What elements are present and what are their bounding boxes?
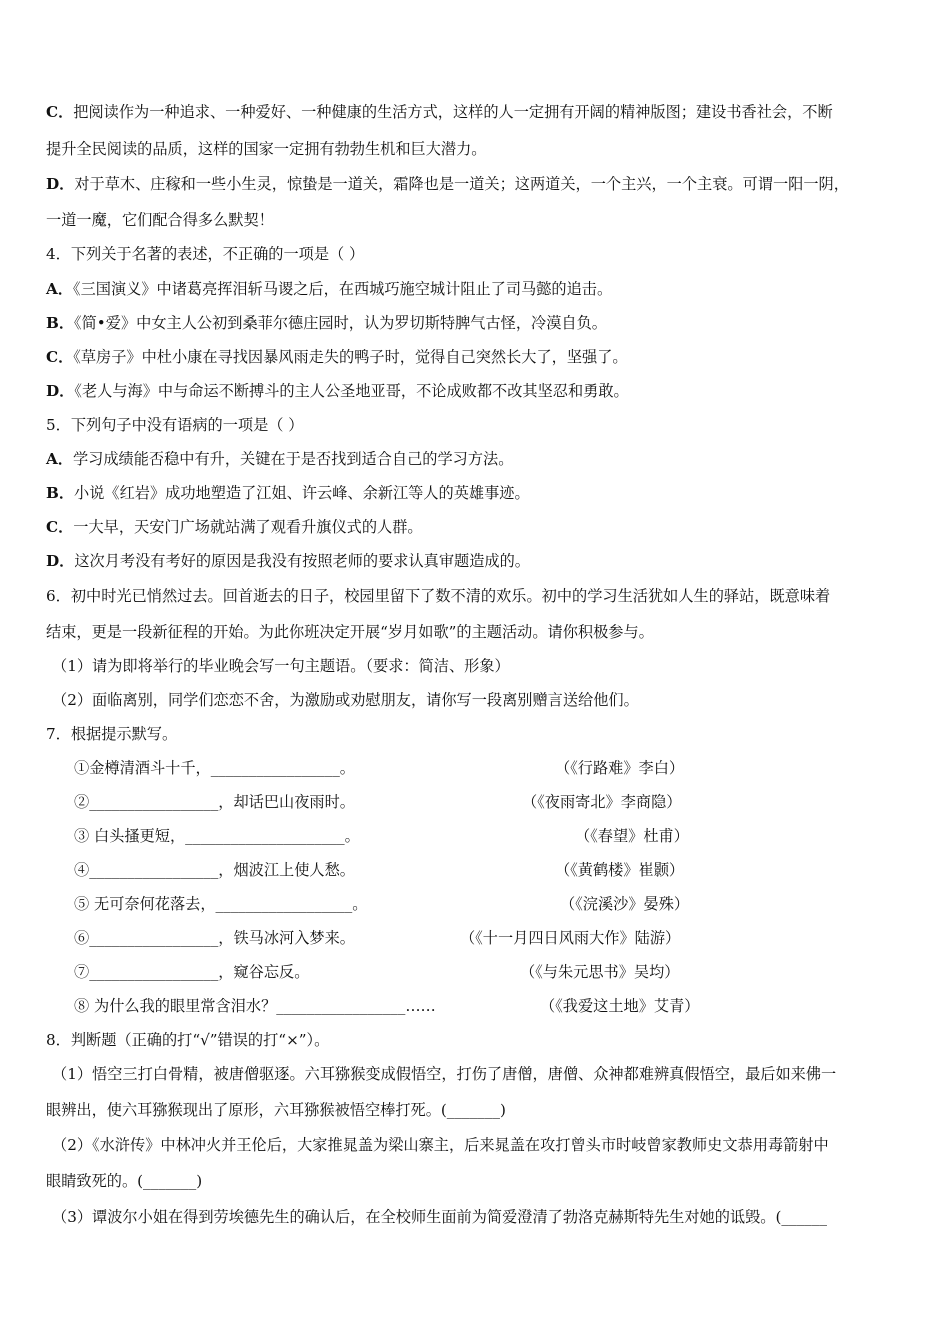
q4-option-d [46, 381, 629, 401]
q8-sub1-line1: （1）悟空三打白骨精，被唐僧驱逐。六耳猕猴变成假悟空，打伤了唐僧，唐僧、众神都难辨真假悟空，最后如来佛一 [52, 1065, 837, 1083]
option-text: 把阅读作为一种追求、一种爱好、一种健康的生活方式，这样的人一定拥有开阔的精神版图；建设书香社会，不断 [73, 103, 833, 121]
option-text: 一大早，天安门广场就站满了观看升旗仪式的人群。 [73, 518, 423, 536]
option-letter: D． [46, 382, 75, 400]
option-letter: B． [46, 314, 75, 332]
q8-sub3-line1: （3）谭波尔小姐在得到劳埃德先生的确认后，在全校师生面前为简爱澄清了勃洛克赫斯特先生对她的诋毁。(______ [52, 1208, 827, 1226]
option-text: 对于草木、庄稼和一些小生灵，惊蛰是一道关，霜降也是一道关；这两道关，一个主兴，一个主衰。可谓一阳一阴， [74, 175, 849, 193]
q5-stem: 5．下列句子中没有语病的一项是（ ） [46, 416, 304, 434]
q3-option-c-line2: 提升全民阅读的品质，这样的国家一定拥有勃勃生机和巨大潜力。 [46, 140, 487, 158]
option-text: 学习成绩能否稳中有升，关键在于是否找到适合自己的学习方法。 [72, 450, 514, 468]
q7-source-5: （《浣溪沙》晏殊） [560, 895, 690, 913]
option-text: 《简•爱》中女主人公初到桑菲尔德庄园时，认为罗切斯特脾气古怪，冷漠自负。 [74, 314, 607, 332]
q5-option-a [46, 449, 513, 469]
option-letter: B． [46, 484, 75, 502]
option-letter: C． [46, 348, 74, 366]
option-text: 《三国演义》中诸葛亮挥泪斩马谡之后，在西城巧施空城计阻止了司马懿的追击。 [72, 280, 613, 298]
option-letter: D． [46, 552, 75, 570]
option-letter: A． [46, 450, 73, 468]
q7-source-2: （《夜雨寄北》李商隐） [522, 793, 682, 811]
option-letter: C． [46, 518, 74, 536]
q7-source-8: （《我爱这土地》艾青） [540, 997, 700, 1015]
q8-sub2-line1: （2）《水浒传》中林冲火并王伦后，大家推晁盖为梁山寨主，后来晁盖在攻打曾头市时岐曾家教师史文恭用毒箭射中 [52, 1136, 829, 1154]
q7-item-8: ⑧ 为什么我的眼里常含泪水？_________________…… [74, 997, 436, 1015]
q4-option-a [46, 279, 612, 299]
option-text: 《草房子》中杜小康在寻找因暴风雨走失的鸭子时，觉得自己突然长大了，坚强了。 [73, 348, 628, 366]
q7-item-1: ①金樽清酒斗十千，_________________。 [74, 759, 355, 777]
q7-item-7: ⑦_________________，窥谷忘反。 [74, 963, 310, 981]
q7-item-4: ④_________________，烟波江上使人愁。 [74, 861, 355, 879]
q4-option-b [46, 313, 607, 333]
q8-sub1-line2: 眼辨出，使六耳猕猴现出了原形，六耳猕猴被悟空棒打死。(_______) [46, 1101, 506, 1119]
q7-source-7: （《与朱元思书》吴均） [520, 963, 680, 981]
q4-option-c [46, 347, 628, 367]
q5-option-b [46, 483, 530, 503]
q3-option-d-line1 [46, 174, 849, 194]
option-letter: D． [46, 175, 75, 193]
q3-option-c-line1 [46, 102, 833, 122]
option-text: 《老人与海》中与命运不断搏斗的主人公圣地亚哥，不论成败都不改其坚忍和勇敢。 [74, 382, 629, 400]
q6-stem-line2: 结束，更是一段新征程的开始。为此你班决定开展“岁月如歌”的主题活动。请你积极参与。 [46, 623, 654, 641]
option-text: 这次月考没有考好的原因是我没有按照老师的要求认真审题造成的。 [74, 552, 530, 570]
q3-option-d-line2: 一道一魔，它们配合得多么默契！ [46, 211, 274, 229]
q5-option-d [46, 551, 530, 571]
q6-sub1: （1）请为即将举行的毕业晚会写一句主题语。（要求：简洁、形象） [52, 657, 510, 675]
q8-sub2-line2: 眼睛致死的。(_______) [46, 1172, 203, 1190]
q7-source-1: （《行路难》李白） [555, 759, 685, 777]
q7-item-3: ③ 白头搔更短，_____________________。 [74, 827, 360, 845]
q8-stem: 8．判断题（正确的打“√”错误的打“×”）。 [46, 1031, 330, 1049]
q7-source-4: （《黄鹤楼》崔颢） [555, 861, 685, 879]
q6-sub2: （2）面临离别，同学们恋恋不舍，为激励或劝慰朋友，请你写一段离别赠言送给他们。 [52, 691, 639, 709]
option-text: 小说《红岩》成功地塑造了江姐、许云峰、余新江等人的英雄事迹。 [74, 484, 530, 502]
q7-item-6: ⑥_________________，铁马冰河入梦来。 [74, 929, 355, 947]
q7-stem: 7．根据提示默写。 [46, 725, 178, 743]
q7-item-5: ⑤ 无可奈何花落去，__________________。 [74, 895, 368, 913]
q7-item-2: ②_________________，却话巴山夜雨时。 [74, 793, 355, 811]
q6-stem-line1: 6．初中时光已悄然过去。回首逝去的日子，校园里留下了数不清的欢乐。初中的学习生活犹如人生的驿站，既意味着 [46, 587, 831, 605]
q4-stem: 4．下列关于名著的表述，不正确的一项是（ ） [46, 245, 365, 263]
q7-source-3: （《春望》杜甫） [575, 827, 689, 845]
q5-option-c [46, 517, 423, 537]
q7-source-6: （《十一月四日风雨大作》陆游） [460, 929, 681, 947]
option-letter: A． [46, 280, 73, 298]
option-letter: C． [46, 103, 74, 121]
